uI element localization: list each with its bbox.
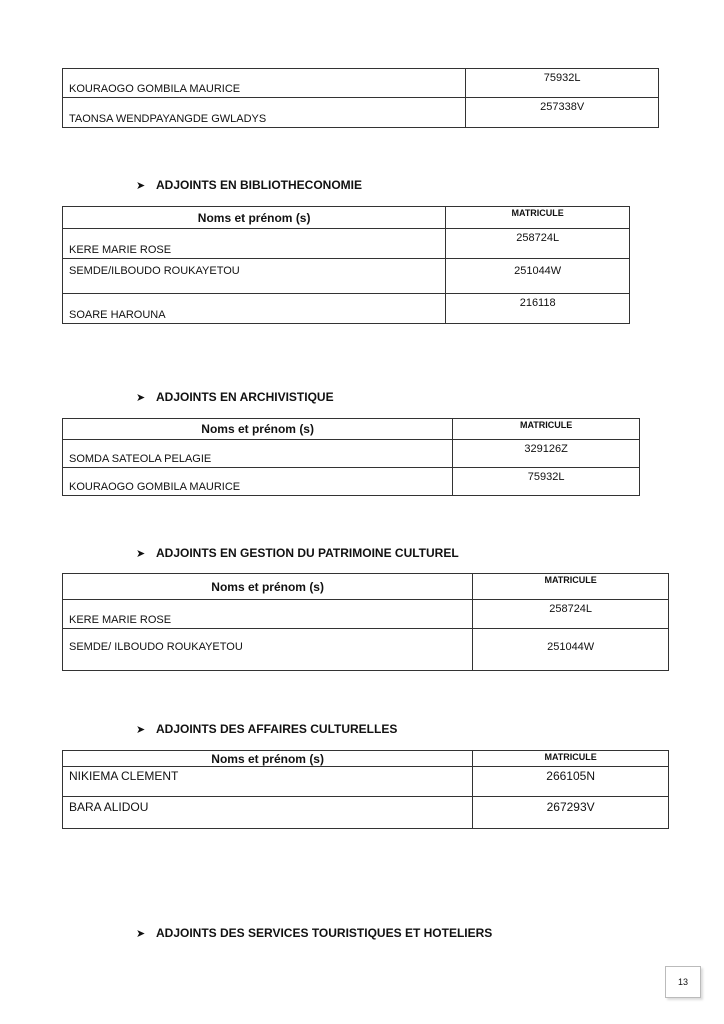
- table-row: [63, 468, 640, 496]
- arrowhead-bullet-icon: ➤: [136, 548, 146, 560]
- table-header-row: [63, 574, 669, 600]
- staff-name: TAONSA WENDPAYANGDE GWLADYS: [63, 98, 466, 128]
- table-row: [63, 767, 669, 797]
- staff-matricule: 329126Z: [453, 440, 640, 468]
- column-header-name: Noms et prénom (s): [63, 207, 446, 229]
- staff-matricule: 216118: [446, 294, 630, 324]
- staff-name: SEMDE/ILBOUDO ROUKAYETOU: [63, 259, 446, 294]
- section-heading: ➤ ADJOINTS EN ARCHIVISTIQUE: [136, 390, 334, 404]
- table-header-row: [63, 419, 640, 440]
- staff-name: KOURAOGO GOMBILA MAURICE: [63, 69, 466, 98]
- column-header-matricule: MATRICULE: [473, 574, 669, 600]
- table-row: [63, 440, 640, 468]
- staff-matricule: 251044W: [473, 629, 669, 671]
- staff-name: SOARE HAROUNA: [63, 294, 446, 324]
- table-row: [63, 98, 659, 128]
- staff-table-affaires-culturelles: [62, 750, 669, 829]
- staff-table-archivistique: [62, 418, 640, 496]
- staff-table-patrimoine: [62, 573, 669, 671]
- page-number: 13: [665, 966, 701, 998]
- staff-name: KERE MARIE ROSE: [63, 229, 446, 259]
- arrowhead-bullet-icon: ➤: [136, 392, 146, 404]
- staff-name: SEMDE/ ILBOUDO ROUKAYETOU: [63, 629, 473, 671]
- arrowhead-bullet-icon: ➤: [136, 180, 146, 192]
- column-header-name: Noms et prénom (s): [63, 751, 473, 767]
- staff-matricule: 75932L: [466, 69, 659, 98]
- staff-matricule: 267293V: [473, 797, 669, 829]
- staff-matricule: 75932L: [453, 468, 640, 496]
- table-row: [63, 294, 630, 324]
- staff-matricule: 258724L: [446, 229, 630, 259]
- table-row: [63, 629, 669, 671]
- section-heading: ➤ ADJOINTS EN GESTION DU PATRIMOINE CULTUREL: [136, 546, 459, 560]
- staff-matricule: 257338V: [466, 98, 659, 128]
- column-header-matricule: MATRICULE: [473, 751, 669, 767]
- column-header-name: Noms et prénom (s): [63, 419, 453, 440]
- staff-matricule: 251044W: [446, 259, 630, 294]
- column-header-matricule: MATRICULE: [446, 207, 630, 229]
- staff-name: NIKIEMA CLEMENT: [63, 767, 473, 797]
- section-heading: ➤ ADJOINTS EN BIBLIOTHECONOMIE: [136, 178, 363, 192]
- arrowhead-bullet-icon: ➤: [136, 724, 146, 736]
- column-header-matricule: MATRICULE: [453, 419, 640, 440]
- staff-table-bibliotheconomie: [62, 206, 630, 324]
- staff-table-continuation: [62, 68, 659, 128]
- section-heading: ➤ ADJOINTS DES AFFAIRES CULTURELLES: [136, 722, 398, 736]
- table-row: [63, 797, 669, 829]
- table-row: [63, 229, 630, 259]
- staff-matricule: 258724L: [473, 600, 669, 629]
- table-row: [63, 600, 669, 629]
- column-header-name: Noms et prénom (s): [63, 574, 473, 600]
- staff-name: BARA ALIDOU: [63, 797, 473, 829]
- table-row: [63, 259, 630, 294]
- section-heading: ➤ ADJOINTS DES SERVICES TOURISTIQUES ET HOTELIERS: [136, 926, 493, 940]
- table-header-row: [63, 751, 669, 767]
- table-row: [63, 69, 659, 98]
- staff-name: SOMDA SATEOLA PELAGIE: [63, 440, 453, 468]
- staff-matricule: 266105N: [473, 767, 669, 797]
- staff-name: KOURAOGO GOMBILA MAURICE: [63, 468, 453, 496]
- staff-name: KERE MARIE ROSE: [63, 600, 473, 629]
- table-header-row: [63, 207, 630, 229]
- arrowhead-bullet-icon: ➤: [136, 928, 146, 940]
